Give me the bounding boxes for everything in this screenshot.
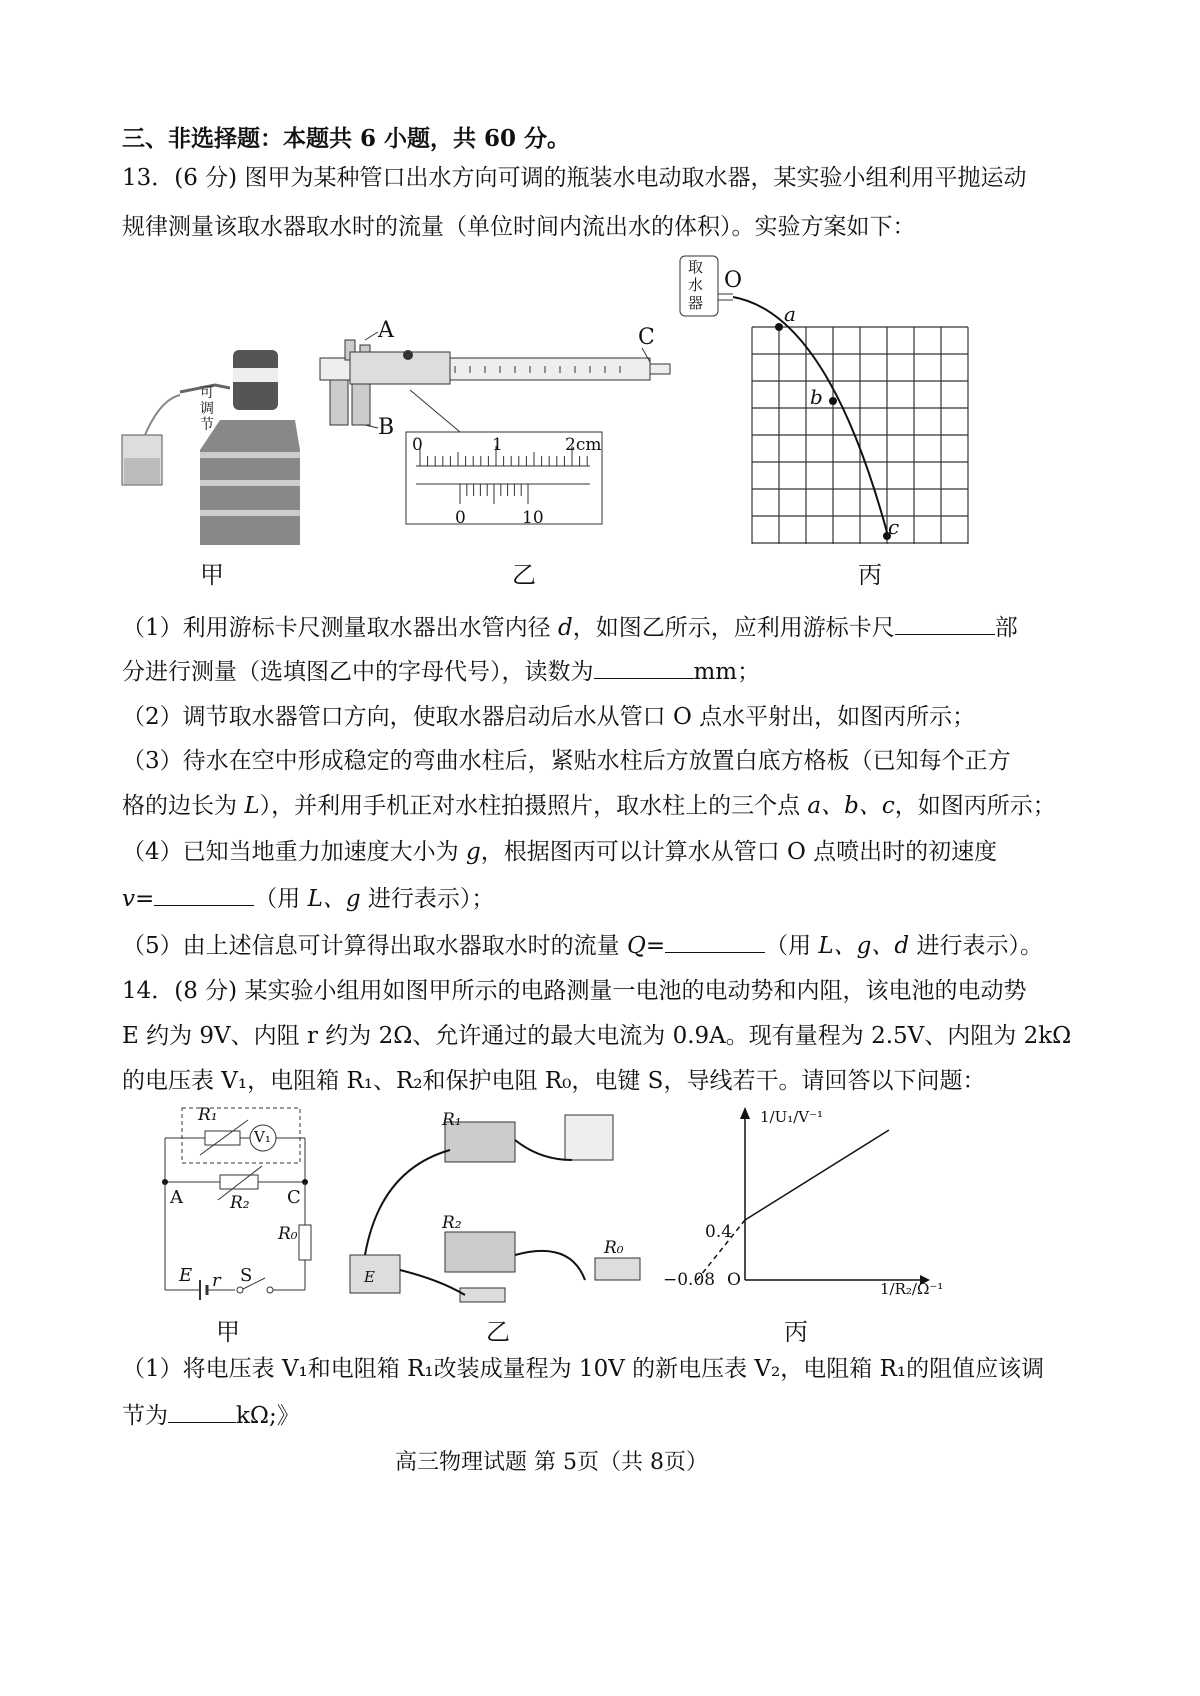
q14-intro-line3: 的电压表 V₁，电阻箱 R₁、R₂和保护电阻 R₀，电键 S，导线若干。请回答以下问题：: [122, 1068, 986, 1094]
vernier-slider: [350, 352, 450, 384]
r2-box: [445, 1232, 515, 1272]
q13-fig-bing-caption: 丙: [858, 561, 882, 589]
q13-intro-line1: 13．(6 分) 图甲为某种管口出水方向可调的瓶装水电动取水器，某实验小组利用平抛运动: [122, 165, 1027, 191]
apparatus-label-e: E: [364, 1268, 375, 1286]
apparatus-label-r1: R₁: [442, 1110, 462, 1130]
caliper-label-c: C: [638, 325, 655, 350]
circuit-label-r0: R₀: [278, 1224, 298, 1244]
trajectory-curve: [733, 297, 888, 536]
apparatus-label-r0: R₀: [604, 1238, 624, 1258]
circuit-label-c: C: [287, 1187, 301, 1208]
origin-label: O: [724, 268, 743, 293]
point-a-label: a: [784, 302, 796, 326]
vernier-scale-10: 10: [522, 508, 544, 528]
q14-intro-line2: E 约为 9V、内阻 r 约为 2Ω、允许通过的最大电流为 0.9A。现有量程为 2.5V、内阻为 2kΩ: [122, 1023, 1072, 1049]
q13-p2: （2）调节取水器管口方向，使取水器启动后水从管口 O 点水平射出，如图丙所示；: [122, 704, 976, 730]
q14-p1-line2: 节为 kΩ;》: [122, 1400, 300, 1431]
point-b: [829, 397, 837, 405]
q13-fig-jia-caption: 甲: [200, 561, 224, 589]
q14-intro-line1: 14．(8 分) 某实验小组用如图甲所示的电路测量一电池的电动势和内阻，该电池的电动势: [122, 978, 1027, 1004]
graph-origin: O: [727, 1270, 741, 1290]
q14-fig-bing-caption: 丙: [784, 1318, 808, 1346]
answer-blank-reading[interactable]: [594, 656, 694, 679]
circuit-label-r: r: [212, 1270, 221, 1291]
main-scale-0: 0: [412, 435, 423, 455]
circuit-label-s: S: [240, 1265, 253, 1286]
q13-p1-line1: （1）利用游标卡尺测量取水器出水管内径 d，如图乙所示，应利用游标卡尺 部: [122, 612, 1018, 643]
answer-blank-velocity[interactable]: [154, 883, 254, 906]
caliper-label-a: A: [378, 318, 394, 343]
q13-p3-line1: （3）待水在空中形成稳定的弯曲水柱后，紧贴水柱后方放置白底方格板（已知每个正方: [122, 748, 1011, 774]
q13-p1-line2: 分进行测量（选填图乙中的字母代号），读数为 mm；: [122, 656, 760, 687]
vernier-caliper-figure: [320, 320, 675, 535]
answer-blank-flow[interactable]: [665, 930, 765, 953]
circuit-label-e: E: [179, 1265, 193, 1286]
dispenser-figure: [120, 340, 320, 545]
graph-y-intercept: 0.4: [705, 1222, 733, 1242]
main-scale-2: 2cm: [565, 435, 602, 455]
page-footer: 高三物理试题 第 5页（共 8页）: [395, 1450, 708, 1475]
switch-icon: [460, 1288, 505, 1302]
main-scale-1: 1: [492, 435, 503, 455]
grid-lines: [752, 327, 968, 544]
answer-blank-part[interactable]: [895, 612, 995, 635]
apparatus-figure: [340, 1110, 660, 1320]
q13-p4-line1: （4）已知当地重力加速度大小为 g，根据图丙可以计算水从管口 O 点喷出时的初速度: [122, 839, 998, 865]
vernier-scale-0: 0: [455, 508, 466, 528]
q14-fig-jia-caption: 甲: [216, 1318, 240, 1346]
q14-p1-line1: （1）将电压表 V₁和电阻箱 R₁改装成量程为 10V 的新电压表 V₂，电阻箱 R₁的阻值应该调: [122, 1356, 1045, 1382]
water-stream: [145, 395, 180, 435]
graph-solid-line: [745, 1130, 889, 1220]
q13-p3-line2: 格的边长为 L），并利用手机正对水柱拍摄照片，取水柱上的三个点 a、b、c，如图丙所示；: [122, 793, 1056, 819]
battery-box: [350, 1255, 400, 1293]
section-title: 三、非选择题：本题共 6 小题，共 60 分。: [122, 125, 571, 152]
r0-resistor: [299, 1225, 311, 1260]
point-c-label: c: [888, 515, 900, 539]
circuit-label-v1: V₁: [254, 1128, 271, 1146]
q13-intro-line2: 规律测量该取水器取水时的流量（单位时间内流出水的体积）。实验方案如下：: [122, 214, 916, 240]
adjustable-label: 可调节: [200, 385, 214, 433]
circuit-label-a: A: [170, 1187, 183, 1208]
graph-y-label: 1/U₁/V⁻¹: [760, 1108, 824, 1126]
graph-x-intercept: −0.08: [663, 1270, 716, 1290]
point-b-label: b: [810, 385, 823, 409]
answer-blank-r1[interactable]: [168, 1400, 236, 1423]
circuit-label-r2: R₂: [230, 1193, 250, 1213]
caliper-label-b: B: [378, 415, 395, 440]
point-a: [775, 323, 783, 331]
trajectory-grid-figure: [678, 254, 978, 544]
graph-x-label: 1/R₂/Ω⁻¹: [880, 1280, 944, 1298]
q13-fig-yi-caption: 乙: [512, 561, 536, 589]
r2-resistor: [220, 1175, 258, 1189]
r0-box: [595, 1258, 640, 1280]
apparatus-label-r2: R₂: [442, 1213, 462, 1233]
q14-fig-yi-caption: 乙: [486, 1318, 510, 1346]
q13-p5: （5）由上述信息可计算得出取水器取水时的流量 Q= （用 L、g、d 进行表示）。: [122, 930, 1043, 961]
voltmeter-icon: [565, 1115, 613, 1160]
circuit-label-r1: R₁: [198, 1105, 218, 1125]
q13-p4-line2: v= （用 L、g 进行表示）；: [122, 883, 494, 914]
device-label: 取水器: [688, 258, 704, 312]
